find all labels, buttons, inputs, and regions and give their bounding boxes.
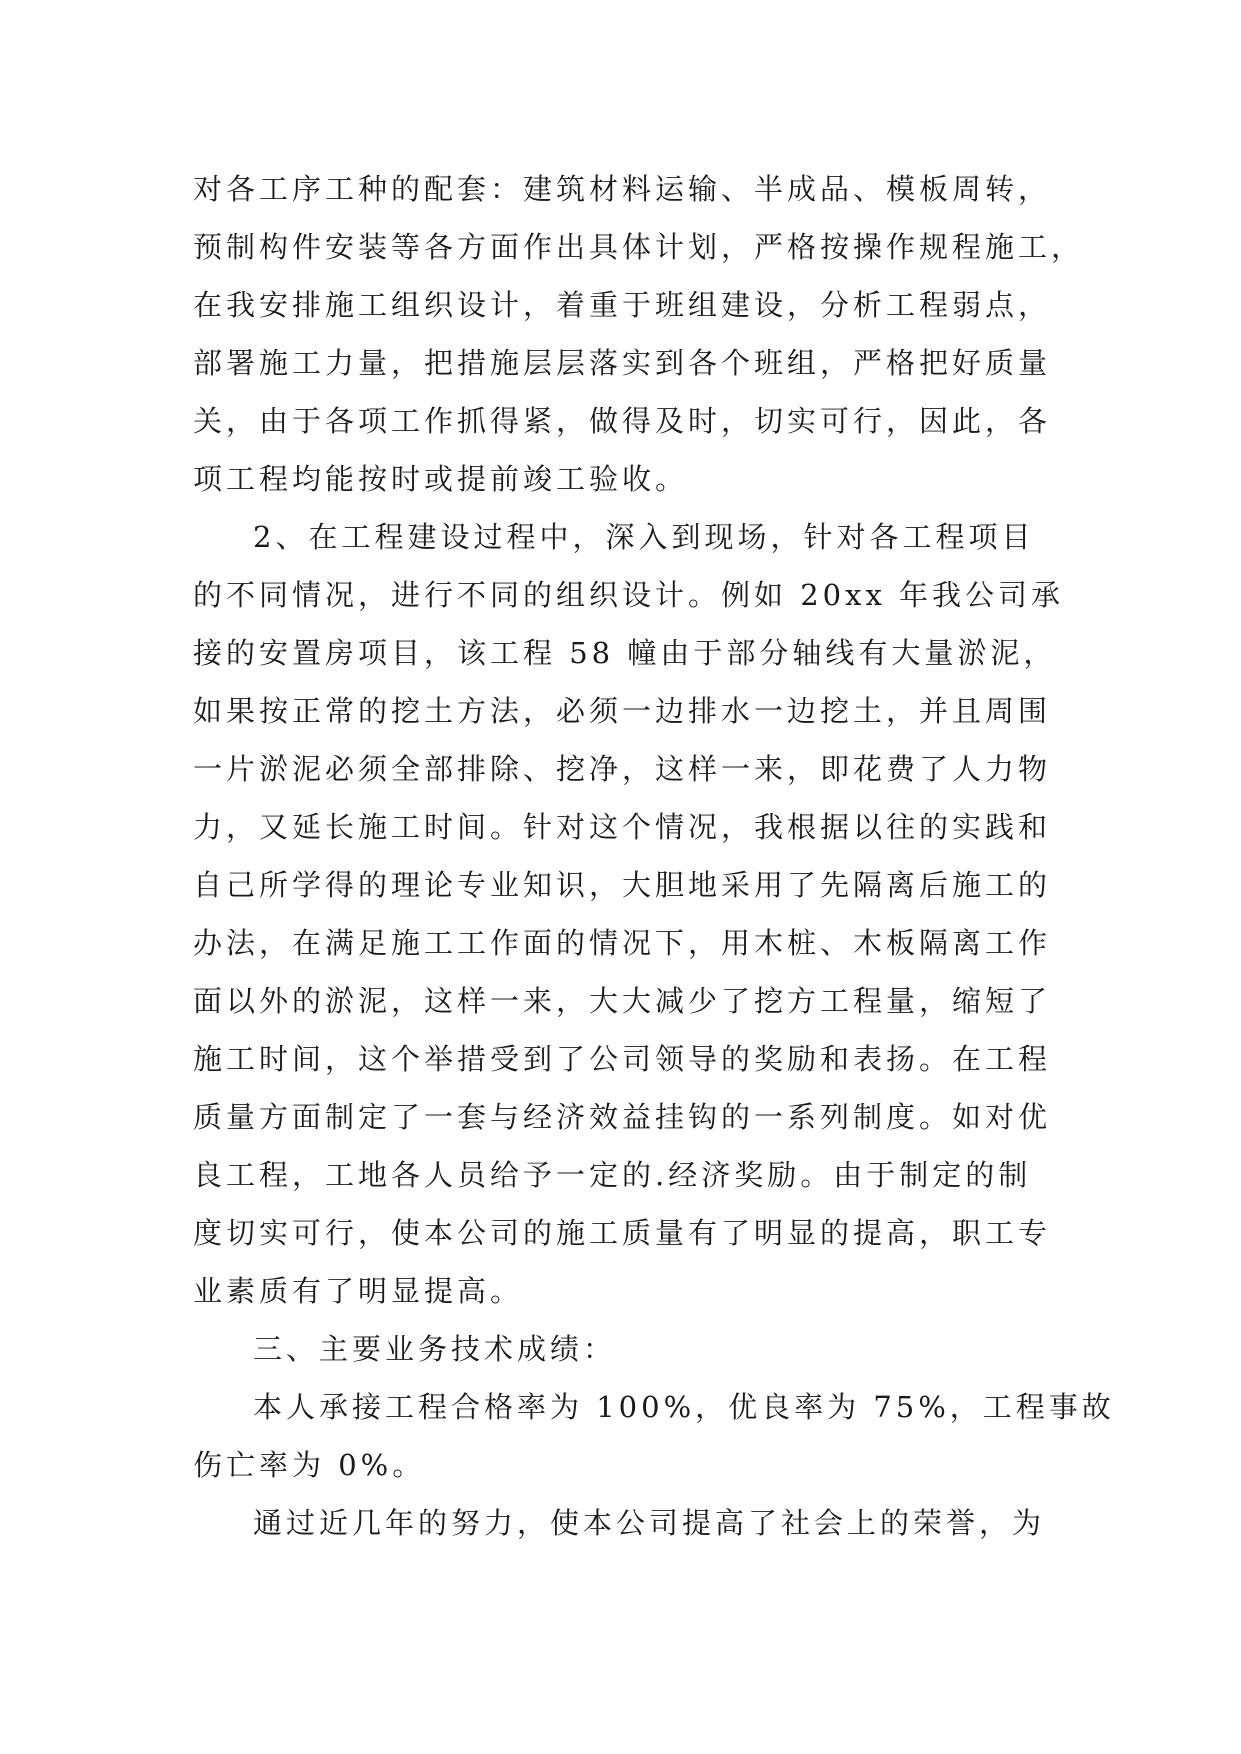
text-line: 业素质有了明显提高。 (193, 1274, 524, 1308)
body-text (193, 160, 1115, 1552)
text-line: 的不同情况，进行不同的组织设计。例如 20xx 年我公司承 (193, 578, 1065, 612)
text-line: 面以外的淤泥，这样一来，大大减少了挖方工程量，缩短了 (193, 984, 1052, 1018)
text-line: 如果按正常的挖土方法，必须一边排水一边挖土，并且周围 (193, 694, 1052, 728)
text-line: 良工程，工地各人员给予一定的.经济奖励。由于制定的制 (193, 1158, 1032, 1192)
text-line: 接的安置房项目，该工程 58 幢由于部分轴线有大量淤泥， (193, 636, 1057, 670)
text-line: 质量方面制定了一套与经济效益挂钩的一系列制度。如对优 (193, 1100, 1052, 1134)
text-line: 项工程均能按时或提前竣工验收。 (193, 462, 689, 496)
text-line: 三、主要业务技术成绩： (253, 1332, 617, 1366)
text-line: 2、在工程建设过程中，深入到现场，针对各工程项目 (253, 520, 1035, 554)
text-line: 自己所学得的理论专业知识，大胆地采用了先隔离后施工的 (193, 868, 1052, 902)
text-line: 伤亡率为 0%。 (193, 1448, 426, 1482)
text-line: 一片淤泥必须全部排除、挖净，这样一来，即花费了人力物 (193, 752, 1052, 786)
text-line: 力，又延长施工时间。针对这个情况，我根据以往的实践和 (193, 810, 1052, 844)
text-line: 对各工序工种的配套：建筑材料运输、半成品、模板周转， (193, 172, 1052, 206)
text-line: 部署施工力量，把措施层层落实到各个班组，严格把好质量 (193, 346, 1052, 380)
text-line: 通过近几年的努力，使本公司提高了社会上的荣誉，为 (253, 1506, 1046, 1540)
text-line: 施工时间，这个举措受到了公司领导的奖励和表扬。在工程 (193, 1042, 1052, 1076)
text-line: 本人承接工程合格率为 100%，优良率为 75%，工程事故 (253, 1390, 1115, 1424)
text-line: 关，由于各项工作抓得紧，做得及时，切实可行，因此，各 (193, 404, 1052, 438)
text-line: 度切实可行，使本公司的施工质量有了明显的提高，职工专 (193, 1216, 1052, 1250)
text-line: 在我安排施工组织设计，着重于班组建设，分析工程弱点， (193, 288, 1052, 322)
text-line: 预制构件安装等各方面作出具体计划，严格按操作规程施工， (193, 230, 1085, 264)
text-line: 办法，在满足施工工作面的情况下，用木桩、木板隔离工作 (193, 926, 1052, 960)
